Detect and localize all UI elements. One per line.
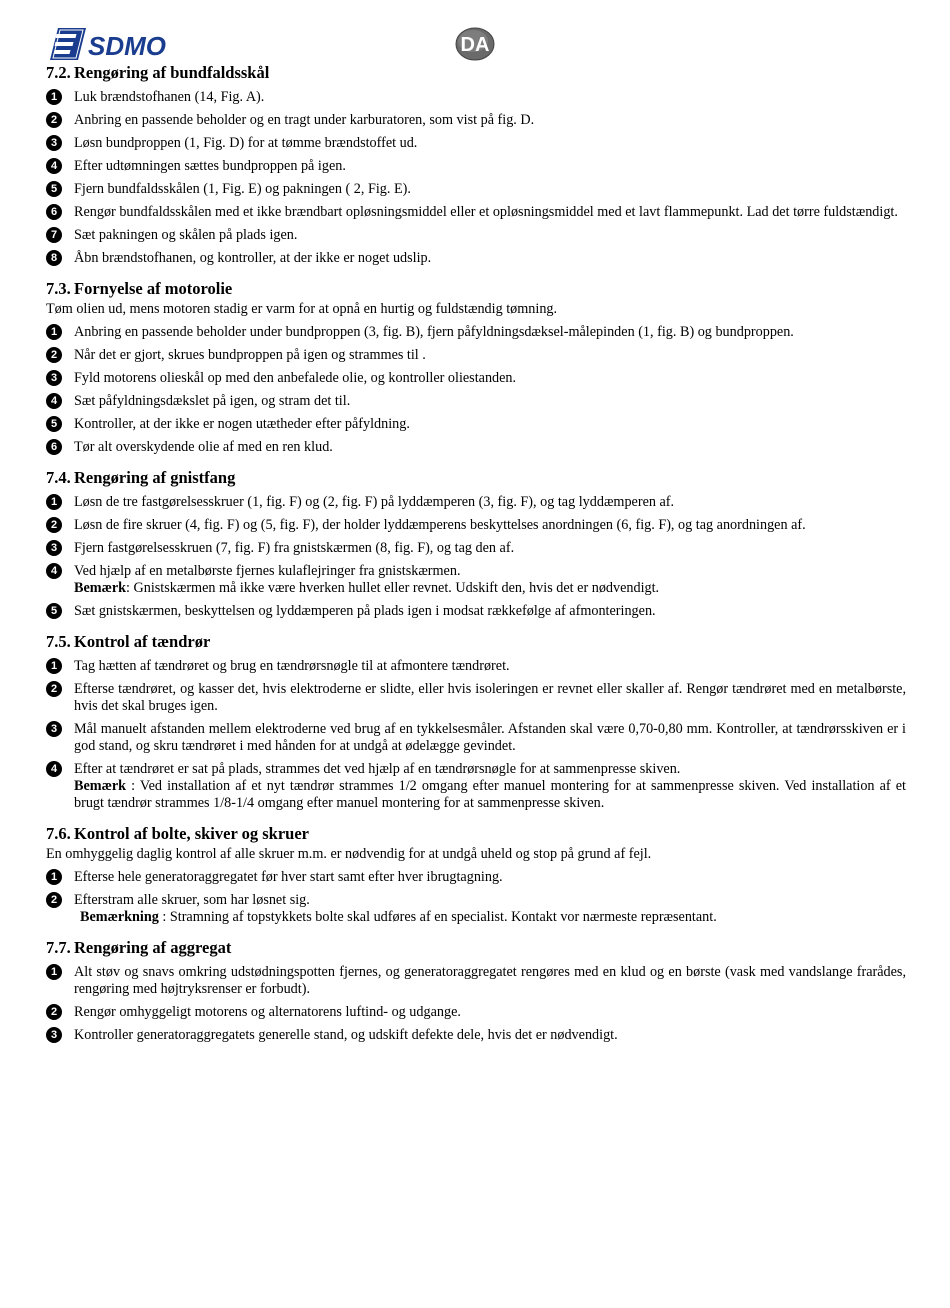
section-title: Kontrol af tændrør bbox=[74, 632, 211, 651]
step-text: Kontroller generatoraggregatets generelle stand, og udskift defekte dele, hvis det er nødvendigt. bbox=[74, 1027, 618, 1043]
step-item bbox=[46, 603, 906, 620]
step-text-block bbox=[74, 89, 906, 106]
step-text: Åbn brændstofhanen, og kontroller, at der ikke er noget udslip. bbox=[74, 250, 432, 266]
step-text: Efterse tændrøret, og kasser det, hvis elektroderne er slidte, eller hvis isoleringen er revnet eller skaller af. Rengør tændrøret med en metalbørste, hvis det skal bruges igen. bbox=[74, 681, 906, 714]
section-heading bbox=[46, 63, 906, 83]
step-text: Efter at tændrøret er sat på plads, strammes det ved hjælp af en tændrørsnøgle for at sammenpresse skiven. bbox=[74, 761, 681, 777]
step-text-block bbox=[74, 869, 906, 886]
step-item bbox=[46, 563, 906, 597]
section-title: Kontrol af bolte, skiver og skruer bbox=[74, 824, 309, 843]
step-text-block bbox=[74, 892, 906, 926]
step-text: Anbring en passende beholder under bundproppen (3, fig. B), fjern påfyldningsdæksel-målepinden (1, fig. B) og bundproppen. bbox=[74, 324, 794, 340]
section-7-7 bbox=[46, 938, 906, 1044]
step-item bbox=[46, 540, 906, 557]
step-number-icon: 4 bbox=[46, 158, 62, 174]
step-text-block bbox=[74, 181, 906, 198]
step-text: Ved hjælp af en metalbørste fjernes kulaflejringer fra gnistskærmen. bbox=[74, 563, 461, 579]
step-text: Luk brændstofhanen (14, Fig. A). bbox=[74, 89, 265, 105]
section-heading bbox=[46, 938, 906, 958]
step-text: Rengør bundfaldsskålen med et ikke brændbart opløsningsmiddel eller et opløsningsmiddel med et lavt flammepunkt. Lad det tørre fuldstændigt. bbox=[74, 204, 898, 220]
step-number-icon: 5 bbox=[46, 416, 62, 432]
section-number: 7.4. bbox=[46, 468, 71, 487]
step-item bbox=[46, 112, 906, 129]
section-title: Rengøring af bundfaldsskål bbox=[74, 63, 270, 82]
step-text-block bbox=[74, 517, 906, 534]
step-text-block bbox=[74, 324, 906, 341]
step-item bbox=[46, 135, 906, 152]
step-text: Mål manuelt afstanden mellem elektroderne ved brug af en tykkelsesmåler. Afstanden skal være 0,70-0,80 mm. Kontroller, at tændrørsskiven er i god stand, og skru tændrøret i med hånden for at undgå at ødelægge gevindet. bbox=[74, 721, 906, 754]
step-item bbox=[46, 158, 906, 175]
step-note bbox=[74, 778, 906, 812]
step-text: Løsn bundproppen (1, Fig. D) for at tømme brændstoffet ud. bbox=[74, 135, 418, 151]
sdmo-logo bbox=[44, 24, 172, 62]
section-title: Rengøring af gnistfang bbox=[74, 468, 236, 487]
step-text-block bbox=[74, 658, 906, 675]
step-note-text: : Gnistskærmen må ikke være hverken hullet eller revnet. Udskift den, hvis det er nødvendigt. bbox=[126, 580, 660, 596]
section-number: 7.7. bbox=[46, 938, 71, 957]
section-7-6 bbox=[46, 824, 906, 926]
step-text: Kontroller, at der ikke er nogen utætheder efter påfyldning. bbox=[74, 416, 410, 432]
step-text-block bbox=[74, 393, 906, 410]
section-7-3 bbox=[46, 279, 906, 456]
step-item bbox=[46, 416, 906, 433]
step-note-label: Bemærk bbox=[74, 778, 127, 794]
step-text: Når det er gjort, skrues bundproppen på igen og strammes til . bbox=[74, 347, 426, 363]
step-text: Fyld motorens olieskål op med den anbefalede olie, og kontroller oliestanden. bbox=[74, 370, 517, 386]
step-note-label: Bemærk bbox=[74, 580, 127, 596]
step-item bbox=[46, 1004, 906, 1021]
step-text-block bbox=[74, 370, 906, 387]
step-text-block bbox=[74, 250, 906, 267]
section-intro: Tøm olien ud, mens motoren stadig er varm for at opnå en hurtig og fuldstændig tømning. bbox=[46, 301, 558, 317]
step-number-icon: 5 bbox=[46, 603, 62, 619]
step-number-icon: 1 bbox=[46, 324, 62, 340]
logo-text: SDMO bbox=[88, 31, 166, 61]
step-text: Fjern fastgørelsesskruen (7, fig. F) fra gnistskærmen (8, fig. F), og tag den af. bbox=[74, 540, 515, 556]
step-item bbox=[46, 181, 906, 198]
step-item bbox=[46, 89, 906, 106]
step-item bbox=[46, 439, 906, 456]
step-number-icon: 3 bbox=[46, 721, 62, 737]
step-item bbox=[46, 964, 906, 998]
step-text-block bbox=[74, 439, 906, 456]
step-item bbox=[46, 324, 906, 341]
language-badge bbox=[454, 26, 496, 62]
step-text: Løsn de fire skruer (4, fig. F) og (5, fig. F), der holder lyddæmperens beskyttelses anordningen (6, fig. F), og tag anordningen af. bbox=[74, 517, 806, 533]
step-text: Sæt pakningen og skålen på plads igen. bbox=[74, 227, 298, 243]
step-text-block bbox=[74, 204, 906, 221]
step-number-icon: 1 bbox=[46, 964, 62, 980]
step-item bbox=[46, 347, 906, 364]
step-text: Tag hætten af tændrøret og brug en tændrørsnøgle til at afmontere tændrøret. bbox=[74, 658, 510, 674]
step-number-icon: 3 bbox=[46, 540, 62, 556]
step-number-icon: 4 bbox=[46, 393, 62, 409]
step-number-icon: 3 bbox=[46, 1027, 62, 1043]
step-note-text: : Ved installation af et nyt tændrør strammes 1/2 omgang efter manuel montering for at sammenpresse skiven. Ved installation af et brugt tændrør strammes 1/8-1/4 omgang efter manuel montering for at sammenpresse skiven. bbox=[74, 778, 906, 811]
section-heading bbox=[46, 279, 906, 299]
step-number-icon: 3 bbox=[46, 135, 62, 151]
section-title: Fornyelse af motorolie bbox=[74, 279, 233, 298]
step-number-icon: 2 bbox=[46, 1004, 62, 1020]
step-text-block bbox=[74, 227, 906, 244]
step-number-icon: 2 bbox=[46, 892, 62, 908]
step-text: Anbring en passende beholder og en tragt under karburatoren, som vist på fig. D. bbox=[74, 112, 535, 128]
step-text-block bbox=[74, 540, 906, 557]
step-text: Efterse hele generatoraggregatet før hver start samt efter hver ibrugtagning. bbox=[74, 869, 503, 885]
step-number-icon: 7 bbox=[46, 227, 62, 243]
step-text: Rengør omhyggeligt motorens og alternatorens luftind- og udgange. bbox=[74, 1004, 461, 1020]
step-number-icon: 1 bbox=[46, 869, 62, 885]
section-number: 7.6. bbox=[46, 824, 71, 843]
section-heading bbox=[46, 632, 906, 652]
section-number: 7.5. bbox=[46, 632, 71, 651]
step-text-block bbox=[74, 112, 906, 129]
step-number-icon: 2 bbox=[46, 112, 62, 128]
step-text-block bbox=[74, 347, 906, 364]
step-number-icon: 1 bbox=[46, 89, 62, 105]
section-number: 7.2. bbox=[46, 63, 71, 82]
step-number-icon: 6 bbox=[46, 204, 62, 220]
step-text: Sæt påfyldningsdækslet på igen, og stram det til. bbox=[74, 393, 351, 409]
section-number: 7.3. bbox=[46, 279, 71, 298]
step-text-block bbox=[74, 416, 906, 433]
step-item bbox=[46, 1027, 906, 1044]
step-number-icon: 2 bbox=[46, 517, 62, 533]
step-text: Fjern bundfaldsskålen (1, Fig. E) og pakningen ( 2, Fig. E). bbox=[74, 181, 411, 197]
step-number-icon: 1 bbox=[46, 494, 62, 510]
step-text-block bbox=[74, 1027, 906, 1044]
step-text-block bbox=[74, 721, 906, 755]
step-number-icon: 3 bbox=[46, 370, 62, 386]
step-item bbox=[46, 721, 906, 755]
step-number-icon: 6 bbox=[46, 439, 62, 455]
step-item bbox=[46, 227, 906, 244]
step-number-icon: 4 bbox=[46, 761, 62, 777]
section-7-4 bbox=[46, 468, 906, 620]
page-header bbox=[0, 0, 950, 66]
step-item bbox=[46, 393, 906, 410]
step-note-label: Bemærkning bbox=[80, 909, 159, 925]
step-item bbox=[46, 681, 906, 715]
step-text: Efterstram alle skruer, som har løsnet sig. bbox=[74, 892, 310, 908]
language-badge-text: DA bbox=[460, 34, 490, 56]
section-intro: En omhyggelig daglig kontrol af alle skruer m.m. er nødvendig for at undgå uheld og stop på grund af fejl. bbox=[46, 846, 652, 862]
step-text-block bbox=[74, 681, 906, 715]
step-item bbox=[46, 250, 906, 267]
section-title: Rengøring af aggregat bbox=[74, 938, 232, 957]
step-item bbox=[46, 658, 906, 675]
step-text-block bbox=[74, 1004, 906, 1021]
step-text-block bbox=[74, 135, 906, 152]
step-item bbox=[46, 370, 906, 387]
step-number-icon: 1 bbox=[46, 658, 62, 674]
step-text: Løsn de tre fastgørelsesskruer (1, fig. F) og (2, fig. F) på lyddæmperen (3, fig. F), og tag lyddæmperen af. bbox=[74, 494, 675, 510]
step-number-icon: 4 bbox=[46, 563, 62, 579]
step-text: Efter udtømningen sættes bundproppen på igen. bbox=[74, 158, 346, 174]
step-text-block bbox=[74, 964, 906, 998]
step-number-icon: 8 bbox=[46, 250, 62, 266]
step-item bbox=[46, 892, 906, 926]
step-item bbox=[46, 517, 906, 534]
step-text-block bbox=[74, 563, 906, 597]
step-item bbox=[46, 869, 906, 886]
step-text-block bbox=[74, 603, 906, 620]
section-7-2 bbox=[46, 63, 906, 267]
step-number-icon: 2 bbox=[46, 347, 62, 363]
step-text: Alt støv og snavs omkring udstødningspotten fjernes, og generatoraggregatet rengøres med en klud og en børste (vask med vandslange frarådes, rengøring med højtryksrenser er forbudt). bbox=[74, 964, 906, 997]
step-item bbox=[46, 494, 906, 511]
step-item bbox=[46, 204, 906, 221]
section-7-5 bbox=[46, 632, 906, 812]
section-heading bbox=[46, 468, 906, 488]
section-heading bbox=[46, 824, 906, 844]
step-note-text: : Stramning af topstykkets bolte skal udføres af en specialist. Kontakt vor nærmeste repræsentant. bbox=[158, 909, 717, 925]
step-item bbox=[46, 761, 906, 812]
step-text: Tør alt overskydende olie af med en ren klud. bbox=[74, 439, 333, 455]
step-text: Sæt gnistskærmen, beskyttelsen og lyddæmperen på plads igen i modsat rækkefølge af afmonteringen. bbox=[74, 603, 656, 619]
step-number-icon: 2 bbox=[46, 681, 62, 697]
step-note bbox=[74, 909, 906, 926]
document-body bbox=[46, 63, 906, 1056]
step-number-icon: 5 bbox=[46, 181, 62, 197]
step-text-block bbox=[74, 158, 906, 175]
step-text-block bbox=[74, 761, 906, 812]
step-text-block bbox=[74, 494, 906, 511]
step-note bbox=[74, 580, 906, 597]
